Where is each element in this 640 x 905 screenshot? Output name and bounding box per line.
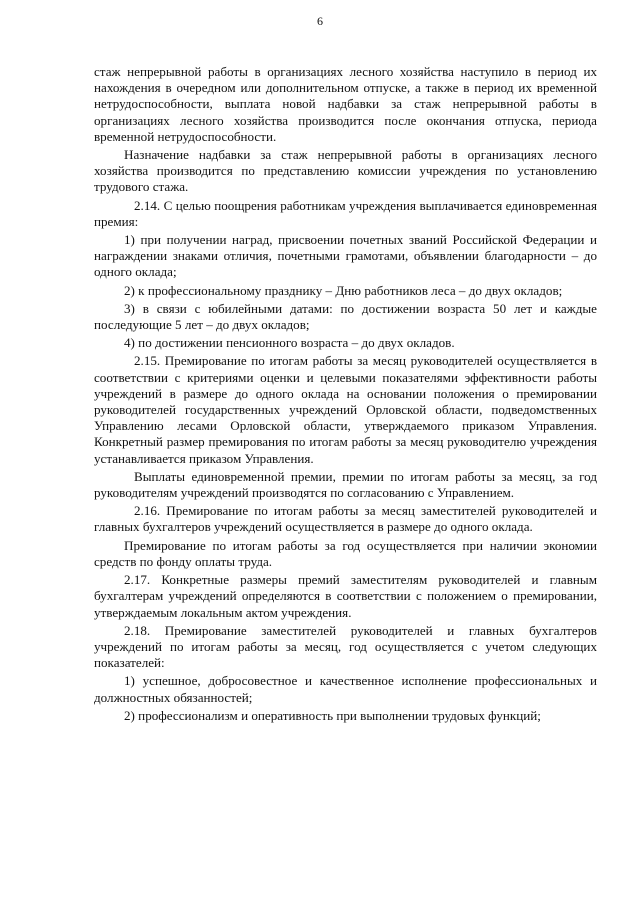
page-number: 6	[317, 14, 323, 28]
list-item-1: 1) при получении наград, присвоении почетных званий Российской Федерации и награждении знаками отличия, почетными грамотами, объявлении благодарности – до одного оклада;	[94, 232, 597, 280]
paragraph-payments-agreement: Выплаты единовременной премии, премии по итогам работы за месяц, за год руководителям учреждений производятся по согласованию с Управлением.	[94, 468, 597, 501]
indicator-item-1: 1) успешное, добросовестное и качественное исполнение профессиональных и должностных обязанностей;	[94, 673, 597, 705]
clause-2-15: 2.15. Премирование по итогам работы за месяц руководителей осуществляется в соответствии с критериями оценки и целевыми показателями эффективности работы учреждений в размере до одного оклада на основании положения о премировании руководителей государственных учреждений Орловской области, подведомственных Управлению лесами Орловской области, утверждаемого приказом Управления. Конкретный размер премирования по итогам работы за месяц руководителю учреждения устанавливается приказом Управления.	[94, 353, 597, 466]
clause-2-18: 2.18. Премирование заместителей руководителей и главных бухгалтеров учреждений по итогам работы за месяц, год осуществляется с учетом следующих показателей:	[94, 622, 597, 671]
paragraph-continuation: стаж непрерывной работы в организациях лесного хозяйства наступило в период их нахождения в очередном или дополнительном отпуске, а также в период их временной нетрудоспособности, выплата новой надбавки за стаж непрерывной работы в организациях лесного хозяйства производится после окончания отпуска, периода временной нетрудоспособности.	[94, 64, 597, 144]
list-item-3: 3) в связи с юбилейными датами: по достижении возраста 50 лет и каждые последующие 5 лет – до двух окладов;	[94, 300, 597, 333]
paragraph-annual-bonus: Премирование по итогам работы за год осуществляется при наличии экономии средств по фонду оплаты труда.	[94, 537, 597, 569]
clause-2-14: 2.14. С целью поощрения работникам учреждения выплачивается единовременная премия:	[94, 197, 597, 229]
indicator-item-2: 2) профессионализм и оперативность при выполнении трудовых функций;	[124, 707, 541, 723]
clause-2-16: 2.16. Премирование по итогам работы за месяц заместителей руководителей и главных бухгалтеров учреждений осуществляется в размере до одного оклада.	[94, 503, 597, 535]
document-body	[94, 64, 597, 726]
list-item-2: 2) к профессиональному празднику – Дню работников леса – до двух окладов;	[124, 282, 563, 298]
clause-2-17: 2.17. Конкретные размеры премий заместителям руководителей и главным бухгалтерам учреждений определяются в соответствии с положением о премировании, утверждаемым локальным актом учреждения.	[94, 572, 597, 620]
paragraph-bonus-assignment: Назначение надбавки за стаж непрерывной работы в организациях лесного хозяйства производится по представлению комиссии учреждения по установлению трудового стажа.	[94, 147, 597, 195]
list-item-4: 4) по достижении пенсионного возраста – до двух окладов.	[124, 335, 455, 351]
